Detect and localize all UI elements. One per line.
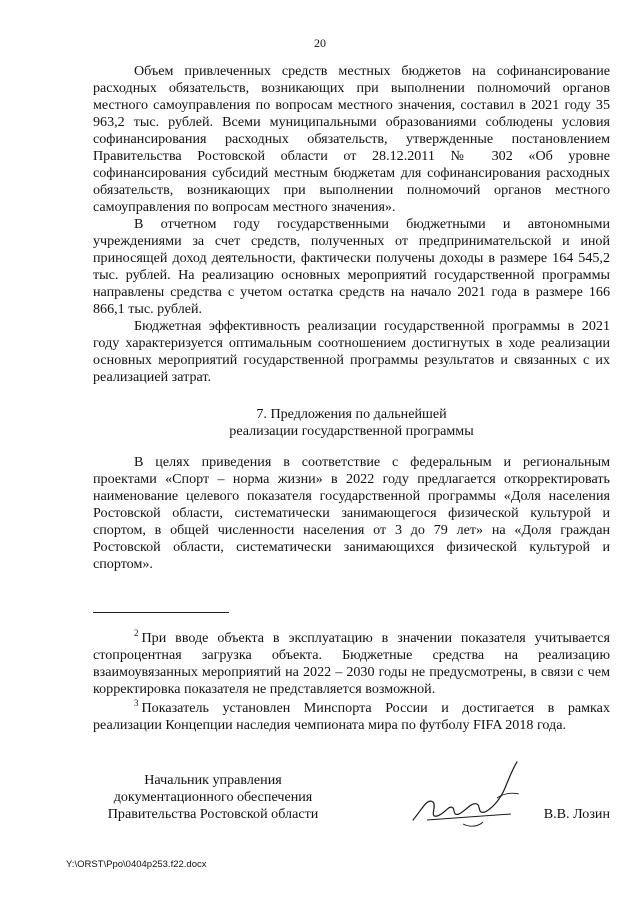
footnote-separator (93, 612, 229, 613)
footnote-mark: 3 (134, 698, 139, 709)
section-heading (93, 406, 610, 440)
section-heading-line2: реализации государственной программы (229, 423, 474, 439)
footnote-2 (93, 630, 610, 698)
signatory-title-line1: Начальник управления (144, 772, 282, 788)
footnote-3 (93, 700, 610, 734)
section-heading-line1: 7. Предложения по дальнейшей (256, 406, 447, 422)
signatory-title-line3: Правительства Ростовской области (107, 806, 319, 822)
file-path: Y:\ORST\Ppo\0404p253.f22.docx (66, 859, 207, 870)
signatory-title-line2: документационного обеспечения (113, 789, 313, 805)
footnote-text: При вводе объекта в эксплуатацию в значении показателя учитывается стопроцентная загрузка объекта. Бюджетные средства на реализацию взаимоувязанных мероприятий на 2022 – 2030 годы не предусмотрены, в связи с чем корректировка показателя не представляется возможной. (93, 630, 610, 697)
signatory-title (93, 772, 333, 823)
document-body (93, 63, 610, 573)
paragraph-efficiency: Бюджетная эффективность реализации государственной программы в 2021 году характеризуется оптимальным соотношением достигнутых в ходе реализации основных мероприятий государственной программы результатов и связанных с их реализацией затрат. (93, 318, 610, 385)
footnotes (93, 630, 610, 736)
paragraph-income: В отчетном году государственными бюджетными и автономными учреждениями за счет средств, полученных от предпринимательской и иной приносящей доход деятельности, фактически получены доходы в размере 164 545,2 тыс. рублей. На реализацию основных мероприятий государственной программы направлены средства с учетом остатка средств на начало 2021 года в размере 166 866,1 тыс. рублей. (93, 216, 610, 317)
handwritten-signature-icon (393, 758, 543, 838)
page-number: 20 (314, 36, 326, 50)
signature-block (93, 772, 610, 832)
paragraph-budget-cofinancing: Объем привлеченных средств местных бюджетов на софинансирование расходных обязательств, возникающих при выполнении полномочий органов местного самоуправления по вопросам местного значения, составил в 2021 году 35 963,2 тыс. рублей. Всеми муниципальными образованиями соблюдены условия софинансирования расходных обязательств, утвержденные постановлением Правительства Ростовской области от 28.12.2011 № 302 «Об уровне софинансирования субсидий местным бюджетам для софинансирования расходных обязательств, возникающих при выполнении полномочий органов местного самоуправления по вопросам местного значения». (93, 63, 610, 215)
footnote-text: Показатель установлен Минспорта России и достигается в рамках реализации Концепции наследия чемпионата мира по футболу FIFA 2018 года. (93, 700, 610, 733)
signatory-name: В.В. Лозин (543, 806, 610, 822)
paragraph-proposal: В целях приведения в соответствие с федеральным и региональным проектами «Спорт – норма жизни» в 2022 году предлагается откорректировать наименование целевого показателя государственной программы «Доля населения Ростовской области, систематически занимающегося физической культурой и спортом, в общей численности населения от 3 до 79 лет» на «Доля граждан Ростовской области, систематически занимающихся физической культурой и спортом». (93, 454, 610, 572)
footnote-mark: 2 (134, 628, 139, 639)
